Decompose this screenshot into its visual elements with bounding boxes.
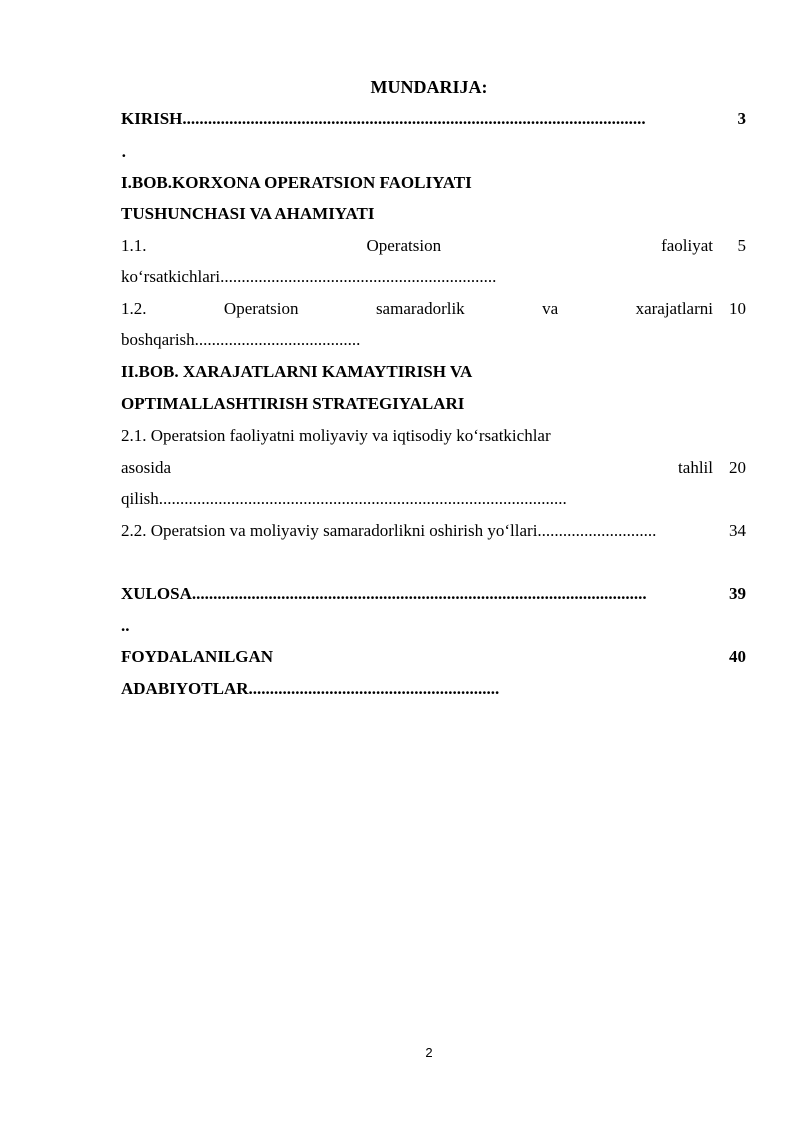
word: Operatsion <box>223 299 299 318</box>
toc-2-2-page: 34 <box>729 521 746 540</box>
chapter1-heading-line1[interactable]: I.BOB.KORXONA OPERATSION FAOLIYATI <box>121 173 472 192</box>
stray-mark: .. <box>121 616 130 635</box>
toc-adabiyot-page: 40 <box>729 647 746 666</box>
toc-2-1-line1[interactable]: 2.1. Operatsion faoliyatni moliyaviy va iqtisodiy ko‘rsatkichlar <box>121 426 551 445</box>
toc-2-1-line3[interactable]: qilish................................................................................................ <box>121 489 567 508</box>
toc-2-1-page: 20 <box>729 458 746 477</box>
chapter1-heading-line2[interactable]: TUSHUNCHASI VA AHAMIYATI <box>121 204 375 223</box>
toc-2-2-label[interactable]: 2.2. Operatsion va moliyaviy samaradorlikni oshirish yo‘llari............................ <box>121 521 657 540</box>
word: Operatsion <box>366 236 442 255</box>
toc-2-1-line2[interactable] <box>121 458 713 478</box>
word: va <box>542 299 559 318</box>
toc-xulosa-label[interactable]: XULOSA........................................................................................................... <box>121 584 647 603</box>
toc-adabiyot-line2[interactable]: ADABIYOTLAR........................................................... <box>121 679 500 698</box>
word: xarajatlarni <box>635 299 713 318</box>
word: samaradorlik <box>375 299 465 318</box>
toc-xulosa-page: 39 <box>729 584 746 603</box>
word: asosida <box>121 458 172 477</box>
word: 1.2. <box>121 299 147 318</box>
toc-1-1-line2[interactable]: ko‘rsatkichlari................................................................. <box>121 267 497 286</box>
word: faoliyat <box>661 236 713 255</box>
word: tahlil <box>678 458 713 477</box>
page-number: 2 <box>425 1045 433 1060</box>
toc-1-2-page: 10 <box>729 299 746 318</box>
chapter2-heading-line1[interactable]: II.BOB. XARAJATLARNI KAMAYTIRISH VA <box>121 362 473 381</box>
toc-adabiyot-line1[interactable]: FOYDALANILGAN <box>121 647 274 666</box>
toc-kirish-page: 3 <box>737 109 746 128</box>
toc-1-2-line1[interactable] <box>121 299 713 319</box>
stray-mark: · <box>121 146 127 165</box>
word: 1.1. <box>121 236 147 255</box>
toc-1-2-line2[interactable]: boshqarish....................................... <box>121 330 361 349</box>
toc-1-1-line1[interactable] <box>121 236 713 256</box>
chapter2-heading-line2[interactable]: OPTIMALLASHTIRISH STRATEGIYALARI <box>121 394 465 413</box>
toc-1-1-page: 5 <box>737 236 746 255</box>
toc-kirish-label[interactable]: KIRISH............................................................................................................. <box>121 109 646 128</box>
page-title: MUNDARIJA: <box>370 77 488 97</box>
